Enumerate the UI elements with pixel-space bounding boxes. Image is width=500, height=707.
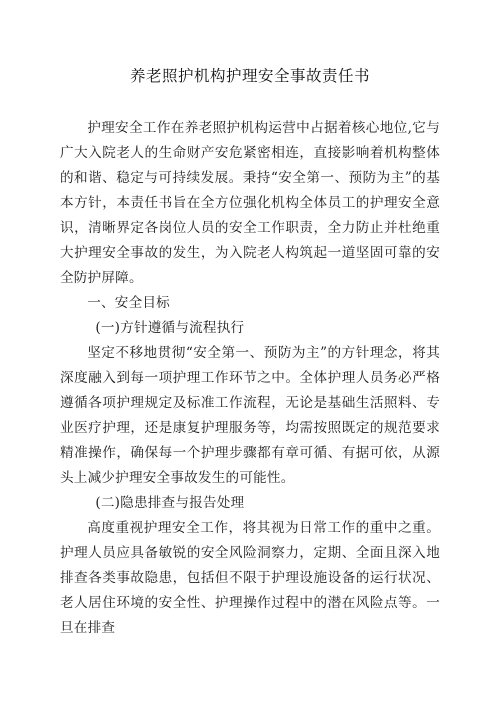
document-body xyxy=(60,116,440,641)
section-heading-safety-goals: 一、安全目标 xyxy=(87,295,170,311)
hazard-reporting-paragraph: 高度重视护理安全工作，将其视为日常工作的重中之重。护理人员应具备敏锐的安全风险洞察力，定期、全面且深入地排查各类事故隐患，包括但不限于护理设施设备的运行状况、老人居住环境的安全性、护理操作过程中的潜在风险点等。一旦在排查 xyxy=(60,520,440,636)
subsection-heading-policy-process: (一)方针遵循与流程执行 xyxy=(95,320,245,336)
policy-process-paragraph: 坚定不移地贯彻“安全第一、预防为主”的方针理念，将其深度融入到每一项护理工作环节之中。全体护理人员务必严格遵循各项护理规定及标准工作流程，无论是基础生活照料、专业医疗护理，还是康复护理服务等，均需按照既定的规范要求精准操作，确保每一个护理步骤都有章可循、有据可依，从源头上减少护理安全事故发生的可能性。 xyxy=(60,345,440,486)
intro-paragraph: 护理安全工作在养老照护机构运营中占据着核心地位,它与广大入院老人的生命财产安危紧密相连，直接影响着机构整体的和谐、稳定与可持续发展。秉持“安全第一、预防为主”的基本方针，本责任书旨在全方位强化机构全体员工的护理安全意识，清晰界定各岗位人员的安全工作职责，全力防止并杜绝重大护理安全事故的发生，为入院老人构筑起一道坚固可靠的安全防护屏障。 xyxy=(60,120,440,286)
document-title: 养老照护机构护理安全事故责任书 xyxy=(129,67,370,85)
subsection-heading-hazard-reporting: (二)隐患排查与报告处理 xyxy=(95,495,245,511)
